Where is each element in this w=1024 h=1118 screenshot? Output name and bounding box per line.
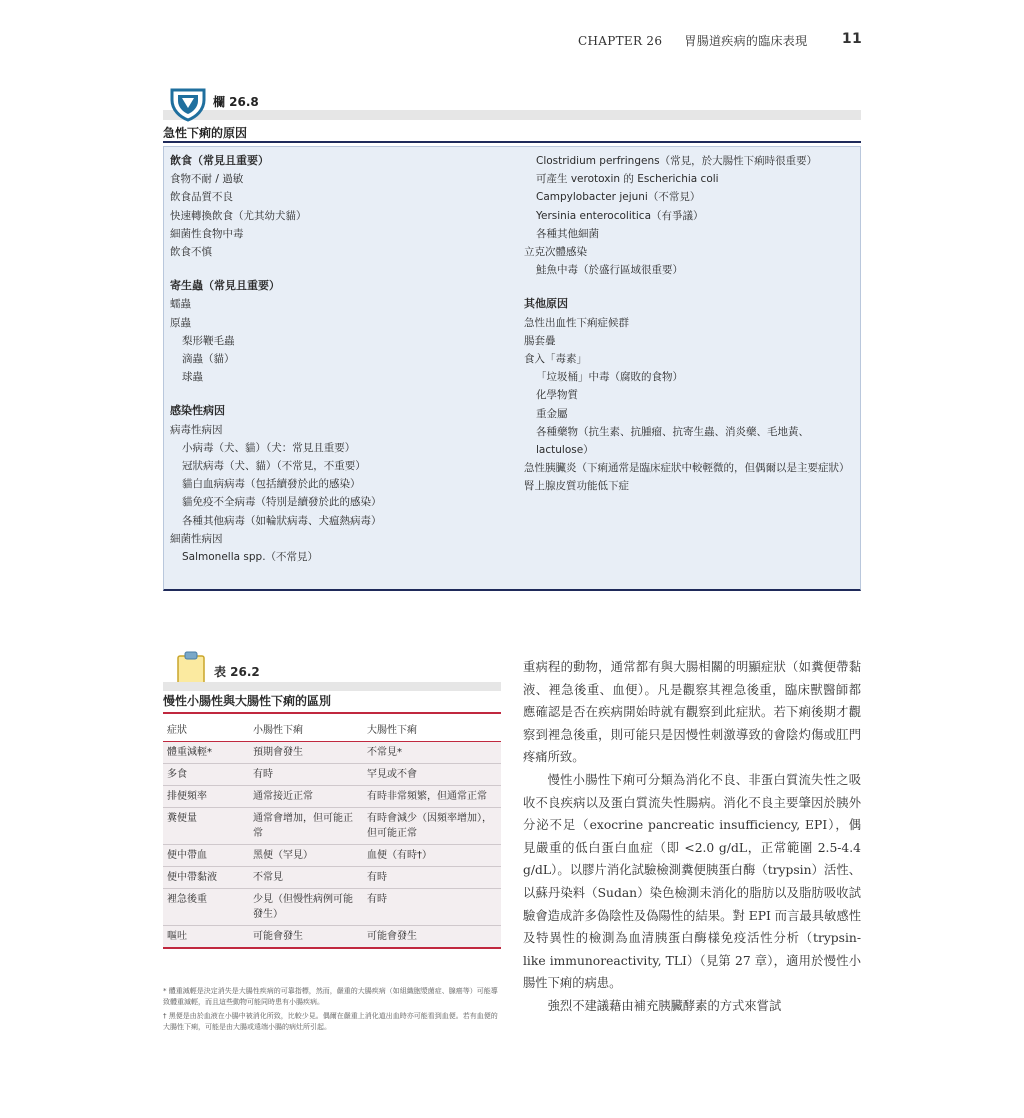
box-list-item: 梨形鞭毛蟲 <box>182 334 235 347</box>
box-list-item: 飲食不慎 <box>170 246 212 259</box>
box-list-item: 小病毒（犬、貓）（犬：常見且重要） <box>182 441 356 454</box>
box-title-bar <box>163 110 861 120</box>
body-text <box>523 656 861 1018</box>
table-subtitle: 慢性小腸性與大腸性下痢的區別 <box>163 694 332 708</box>
table-cell: 便中帶黏液 <box>163 867 249 889</box>
box-subtitle: 急性下痢的原因 <box>163 126 248 140</box>
paragraph: 慢性小腸性下痢可分類為消化不良、非蛋白質流失性之吸收不良疾病以及蛋白質流失性腸病。消化不良主要肇因於胰外分泌不足（exocrine pancreatic insufficiency, EPI），偶見嚴重的低白蛋白血症（即 <2.0 g/dL，正常範圍 2.5-4.4 g/dL）。以膠片消化試驗檢測糞便胰蛋白酶（trypsin）活性、以蘇丹染料（Sudan）染色檢測未消化的脂肪以及脂肪吸收試驗會造成許多偽陰性及偽陽性的結果。對 EPI 而言最具敏感性及特異性的檢測為血清胰蛋白酶樣免疫活性分析（trypsin-like immunoreactivity, TLI）（見第 27 章），適用於慢性小腸性下痢的病患。 <box>523 772 861 991</box>
table-cell: 不常見* <box>363 742 501 764</box>
table-footnotes <box>163 986 501 1036</box>
box-list-item: 「垃圾桶」中毒（腐敗的食物） <box>536 371 683 384</box>
table-cell: 有時會減少（因頻率增加），但可能正常 <box>363 808 501 845</box>
table-cell: 血便（有時†） <box>363 845 501 867</box>
box-list-item: 各種藥物（抗生素、抗腫瘤、抗寄生蟲、消炎藥、毛地黃、lactulose） <box>536 425 809 457</box>
table-row <box>163 764 501 786</box>
spacer <box>524 279 856 295</box>
box-list-item: 急性胰臟炎（下痢通常是臨床症狀中較輕微的，但偶爾以是主要症狀） <box>524 462 850 475</box>
box-list-item: 貓免疫不全病毒（特別是續發於此的感染） <box>182 496 382 509</box>
table-row <box>163 889 501 926</box>
chapter-title: 胃腸道疾病的臨床表現 <box>684 34 808 48</box>
box-list-item: 食入「毒素」 <box>524 353 587 366</box>
comparison-table <box>163 716 501 949</box>
box-list-item: 滴蟲（貓） <box>182 353 235 366</box>
box-list-item: 各種其他細菌 <box>536 227 599 240</box>
spacer <box>170 261 510 277</box>
box-list-item: 細菌性病因 <box>170 532 223 545</box>
box-label: 欄 26.8 <box>213 95 259 109</box>
box-list-item: 病毒性病因 <box>170 423 223 436</box>
box-rule <box>163 141 861 143</box>
table-cell: 有時 <box>363 889 501 926</box>
table-rule <box>163 712 501 714</box>
column-header: 大腸性下痢 <box>363 716 501 742</box>
box-list-item: 腸套疊 <box>524 334 556 347</box>
box-list-item: Yersinia enterocolitica（有爭議） <box>536 209 704 222</box>
box-left-column <box>170 152 510 566</box>
box-list-item: 貓白血病病毒（包括續發於此的感染） <box>182 478 361 491</box>
box-list-item: 蠕蟲 <box>170 298 191 311</box>
paragraph: 重病程的動物，通常都有與大腸相關的明顯症狀（如糞便帶黏液、裡急後重、血便）。凡是觀察其裡急後重，臨床獸醫師都應確認是否在疾病開始時就有觀察到此症狀。若下痢後期才觀察到裡急後重，則可能只是因慢性刺激導致的會陰灼傷或肛門疼痛所致。 <box>523 660 861 765</box>
table-cell: 有時 <box>249 764 363 786</box>
page-number: 11 <box>841 31 862 47</box>
box-section-heading: 飲食（常見且重要） <box>170 154 269 167</box>
table-cell: 預期會發生 <box>249 742 363 764</box>
shield-icon <box>168 86 208 122</box>
table-cell: 排便頻率 <box>163 786 249 808</box>
box-list-item: Campylobacter jejuni（不常見） <box>536 191 701 204</box>
table-cell: 體重減輕* <box>163 742 249 764</box>
box-list-item: 可產生 verotoxin 的 Escherichia coli <box>536 173 719 186</box>
paragraph: 強烈不建議藉由補充胰臟酵素的方式來嘗試 <box>547 998 782 1013</box>
box-list-item: Salmonella spp.（不常見） <box>182 551 319 564</box>
box-list-item: 腎上腺皮質功能低下症 <box>524 480 629 493</box>
table-cell: 多食 <box>163 764 249 786</box>
box-right-column <box>524 152 856 496</box>
running-header <box>578 32 862 49</box>
table-cell: 通常接近正常 <box>249 786 363 808</box>
box-list-item: 急性出血性下痢症候群 <box>524 316 629 329</box>
box-list-item: 食物不耐 / 過敏 <box>170 173 244 186</box>
box-list-item: 立克次體感染 <box>524 246 587 259</box>
table-row <box>163 786 501 808</box>
table-cell: 便中帶血 <box>163 845 249 867</box>
footnote: † 黑便是由於血液在小腸中被消化所致，比較少見。偶爾在嚴重上消化道出血時亦可能看到血便。若有血便的大腸性下痢，可能是由大腸或遠端小腸的病灶所引起。 <box>163 1012 498 1031</box>
box-section-heading: 寄生蟲（常見且重要） <box>170 279 280 293</box>
table-title-bar <box>163 682 501 691</box>
table-cell: 通常會增加，但可能正常 <box>249 808 363 845</box>
table-cell: 黑便（罕見） <box>249 845 363 867</box>
table-cell: 裡急後重 <box>163 889 249 926</box>
box-list-item: 飲食品質不良 <box>170 191 233 204</box>
table-cell: 可能會發生 <box>249 926 363 949</box>
box-list-item: Clostridium perfringens（常見，於大腸性下痢時很重要） <box>536 155 818 167</box>
column-header: 症狀 <box>163 716 249 742</box>
chapter-number: CHAPTER 26 <box>578 34 663 48</box>
footnote: * 體重減輕是決定消失是大腸性疾病的可靠指標，然而，嚴重的大腸疾病（如組織胞漿菌症、腺癌等）可能導致體重減輕，而且這些動物可能同時患有小腸疾病。 <box>163 987 498 1006</box>
box-list-item: 化學物質 <box>536 389 578 402</box>
table-row <box>163 845 501 867</box>
table-row <box>163 926 501 949</box>
box-list-item: 快速轉換飲食（尤其幼犬貓） <box>170 209 307 222</box>
box-list-item: 各種其他病毒（如輪狀病毒、犬瘟熱病毒） <box>182 514 382 527</box>
column-header: 小腸性下痢 <box>249 716 363 742</box>
box-list-item: 原蟲 <box>170 316 191 329</box>
table-row <box>163 742 501 764</box>
table-header-row <box>163 716 501 742</box>
table-cell: 有時非常頻繁，但通常正常 <box>363 786 501 808</box>
box-list-item: 細菌性食物中毒 <box>170 227 244 240</box>
table-cell: 少見（但慢性病例可能發生） <box>249 889 363 926</box>
table-label: 表 26.2 <box>214 665 260 679</box>
box-section-heading: 感染性病因 <box>170 404 225 418</box>
box-list-item: 球蟲 <box>182 371 203 384</box>
table-cell: 嘔吐 <box>163 926 249 949</box>
table-row <box>163 867 501 889</box>
table-cell: 有時 <box>363 867 501 889</box>
spacer <box>170 386 510 402</box>
table-cell: 糞便量 <box>163 808 249 845</box>
box-list-item: 重金屬 <box>536 407 568 420</box>
table-cell: 不常見 <box>249 867 363 889</box>
box-section-heading: 其他原因 <box>524 297 568 311</box>
table-cell: 罕見或不會 <box>363 764 501 786</box>
box-list-item: 冠狀病毒（犬、貓）（不常見，不重要） <box>182 460 366 473</box>
table-row <box>163 808 501 845</box>
box-list-item: 鮭魚中毒（於盛行區域很重要） <box>536 264 683 277</box>
table-cell: 可能會發生 <box>363 926 501 949</box>
